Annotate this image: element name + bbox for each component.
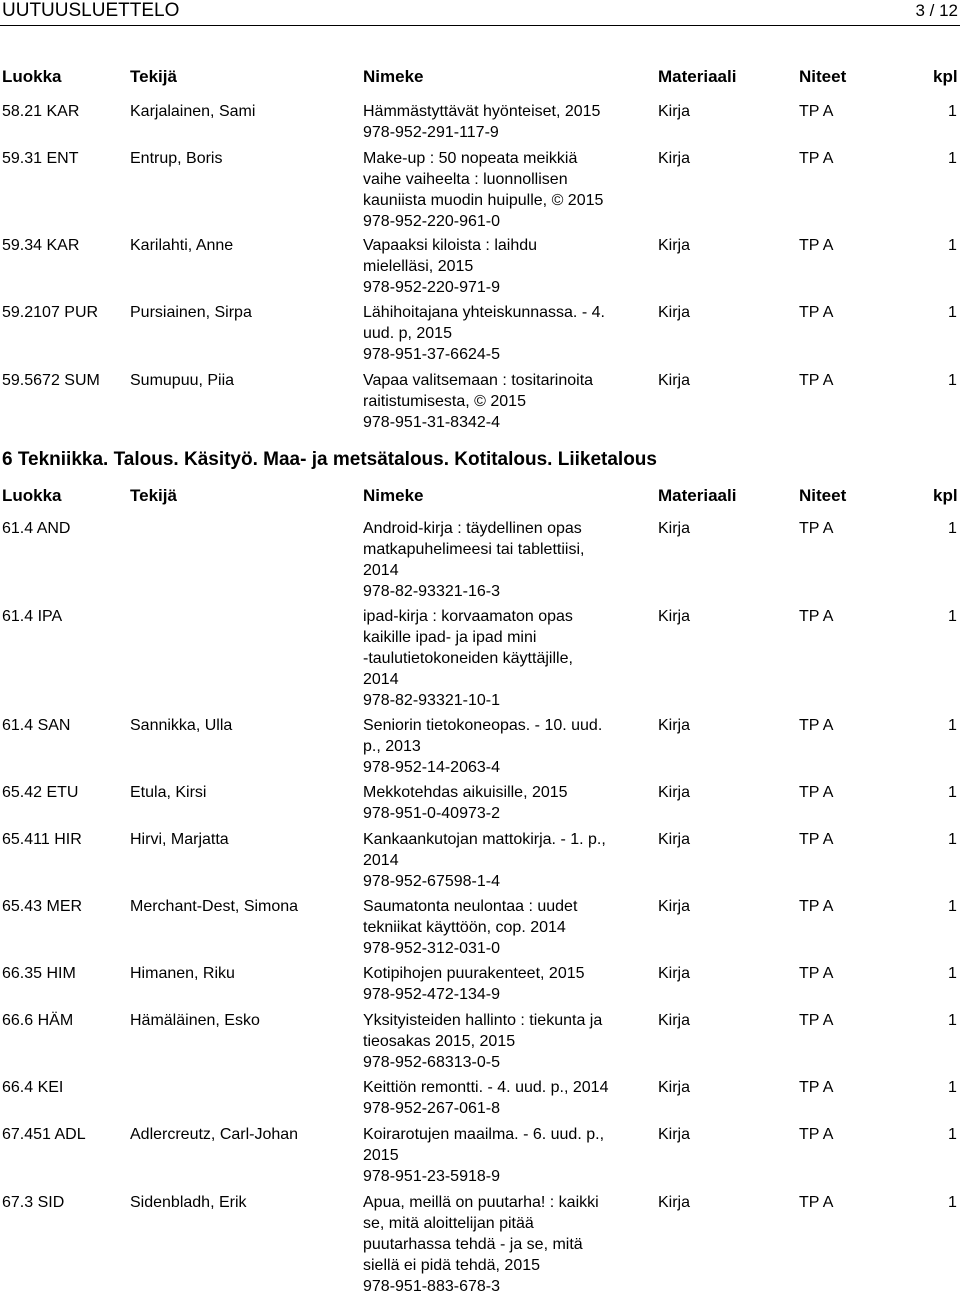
entry-kpl: 1 [948, 831, 957, 848]
entry-materiaali: Kirja [658, 831, 691, 848]
entry-luokka: 61.4 IPA [2, 608, 63, 625]
entry-nimeke-line: Saumatonta neulontaa : uudet [363, 898, 578, 915]
entry-nimeke-line: siellä ei pidä tehdä, 2015 [363, 1257, 541, 1274]
entry-nimeke-line: 978-952-67598-1-4 [363, 873, 500, 890]
entry-nimeke-line: mielelläsi, 2015 [363, 258, 474, 275]
column-header-nimeke: Nimeke [363, 486, 424, 505]
entry-nimeke [363, 370, 648, 433]
entry-luokka: 59.2107 PUR [2, 304, 99, 321]
entry-niteet: TP A [799, 898, 834, 915]
entry-materiaali: Kirja [658, 1194, 691, 1211]
entry-nimeke-line: 2014 [363, 562, 399, 579]
entry-niteet: TP A [799, 1194, 834, 1211]
entry-nimeke-line: Mekkotehdas aikuisille, 2015 [363, 784, 568, 801]
entry-nimeke [363, 1010, 648, 1073]
entry-nimeke-line: Vapaaksi kiloista : laihdu [363, 237, 538, 254]
entry-nimeke-line: 978-952-312-031-0 [363, 940, 500, 957]
entry-tekija: Karjalainen, Sami [130, 103, 256, 120]
entry-kpl: 1 [948, 717, 957, 734]
entry-materiaali: Kirja [658, 965, 691, 982]
entry-nimeke-line: Make-up : 50 nopeata meikkiä [363, 150, 578, 167]
entry-nimeke [363, 235, 648, 298]
entry-nimeke-line: ipad-kirja : korvaamaton opas [363, 608, 573, 625]
entry-materiaali: Kirja [658, 784, 691, 801]
entry-kpl: 1 [948, 372, 957, 389]
entry-nimeke-line: Hämmästyttävät hyönteiset, 2015 [363, 103, 601, 120]
entry-nimeke-line: 2015 [363, 1147, 399, 1164]
entry-nimeke-line: 978-952-291-117-9 [363, 124, 499, 141]
entry-nimeke [363, 148, 648, 232]
entry-luokka: 59.5672 SUM [2, 372, 100, 389]
entry-luokka: 65.411 HIR [2, 831, 82, 848]
entry-nimeke-line: 978-82-93321-10-1 [363, 692, 500, 709]
entry-kpl: 1 [948, 520, 957, 537]
entry-nimeke-line: 978-952-220-961-0 [363, 213, 500, 230]
entry-nimeke-line: uud. p, 2015 [363, 325, 452, 342]
column-header-tekija: Tekijä [130, 67, 177, 86]
column-header-materiaali: Materiaali [658, 67, 737, 86]
entry-kpl: 1 [948, 1079, 957, 1096]
entry-nimeke-line: Kankaankutojan mattokirja. - 1. p., [363, 831, 606, 848]
entry-nimeke-line: 978-952-267-061-8 [363, 1100, 500, 1117]
section-heading: 6 Tekniikka. Talous. Käsityö. Maa- ja metsätalous. Kotitalous. Liiketalous [2, 449, 657, 470]
entry-tekija: Sidenbladh, Erik [130, 1194, 247, 1211]
entry-nimeke-line: Koirarotujen maailma. - 6. uud. p., [363, 1126, 605, 1143]
entry-nimeke-line: 978-952-220-971-9 [363, 279, 500, 296]
entry-nimeke-line: 978-82-93321-16-3 [363, 583, 500, 600]
entry-nimeke [363, 896, 648, 959]
entry-kpl: 1 [948, 1126, 957, 1143]
column-header-luokka: Luokka [2, 67, 62, 86]
entry-materiaali: Kirja [658, 150, 691, 167]
entry-nimeke-line: Kotipihojen puurakenteet, 2015 [363, 965, 585, 982]
entry-materiaali: Kirja [658, 1079, 691, 1096]
entry-tekija: Pursiainen, Sirpa [130, 304, 252, 321]
entry-niteet: TP A [799, 965, 834, 982]
entry-luokka: 58.21 KAR [2, 103, 80, 120]
entry-tekija: Sannikka, Ulla [130, 717, 233, 734]
column-header-tekija: Tekijä [130, 486, 177, 505]
column-header-nimeke: Nimeke [363, 67, 424, 86]
column-header-luokka: Luokka [2, 486, 62, 505]
entry-nimeke-line: p., 2013 [363, 738, 421, 755]
entry-nimeke [363, 829, 648, 892]
entry-nimeke-line: se, mitä aloittelijan pitää [363, 1215, 534, 1232]
entry-nimeke [363, 302, 648, 365]
entry-nimeke-line: matkapuhelimeesi tai tablettiisi, [363, 541, 585, 558]
entry-luokka: 59.34 KAR [2, 237, 80, 254]
entry-nimeke-line: Keittiön remontti. - 4. uud. p., 2014 [363, 1079, 609, 1096]
column-header-niteet: Niteet [799, 486, 847, 505]
entry-nimeke [363, 1192, 648, 1297]
entry-nimeke [363, 782, 648, 824]
entry-niteet: TP A [799, 372, 834, 389]
entry-tekija: Karilahti, Anne [130, 237, 234, 254]
entry-niteet: TP A [799, 831, 834, 848]
entry-nimeke-line: 2014 [363, 852, 399, 869]
entry-materiaali: Kirja [658, 608, 691, 625]
entry-luokka: 59.31 ENT [2, 150, 79, 167]
entry-nimeke-line: raitistumisesta, © 2015 [363, 393, 526, 410]
entry-nimeke [363, 606, 648, 711]
entry-kpl: 1 [948, 150, 957, 167]
entry-nimeke-line: tieosakas 2015, 2015 [363, 1033, 516, 1050]
entry-materiaali: Kirja [658, 304, 691, 321]
entry-nimeke [363, 715, 648, 778]
entry-luokka: 66.35 HIM [2, 965, 76, 982]
entry-nimeke-line: 978-951-883-678-3 [363, 1278, 500, 1295]
entry-tekija: Entrup, Boris [130, 150, 223, 167]
entry-tekija: Adlercreutz, Carl-Johan [130, 1126, 299, 1143]
entry-kpl: 1 [948, 1012, 957, 1029]
entry-kpl: 1 [948, 237, 957, 254]
entry-luokka: 67.3 SID [2, 1194, 65, 1211]
column-header-niteet: Niteet [799, 67, 847, 86]
entry-tekija: Sumupuu, Piia [130, 372, 235, 389]
entry-niteet: TP A [799, 717, 834, 734]
entry-materiaali: Kirja [658, 372, 691, 389]
entry-nimeke-line: 978-952-14-2063-4 [363, 759, 500, 776]
entry-kpl: 1 [948, 1194, 957, 1211]
entry-nimeke-line: -taulutietokoneiden käyttäjille, [363, 650, 573, 667]
entry-niteet: TP A [799, 103, 834, 120]
entry-nimeke [363, 518, 648, 602]
entry-luokka: 65.42 ETU [2, 784, 79, 801]
entry-nimeke-line: Vapaa valitsemaan : tositarinoita [363, 372, 594, 389]
entry-materiaali: Kirja [658, 237, 691, 254]
entry-luokka: 66.6 HÄM [2, 1012, 74, 1029]
page-title: UUTUUSLUETTELO [2, 0, 180, 21]
entry-tekija: Etula, Kirsi [130, 784, 207, 801]
entry-materiaali: Kirja [658, 717, 691, 734]
entry-niteet: TP A [799, 608, 834, 625]
entry-nimeke-line: 978-951-37-6624-5 [363, 346, 500, 363]
entry-niteet: TP A [799, 520, 834, 537]
column-header-kpl: kpl [933, 67, 958, 86]
entry-tekija: Hirvi, Marjatta [130, 831, 229, 848]
entry-kpl: 1 [948, 103, 957, 120]
entry-nimeke [363, 1124, 648, 1187]
entry-nimeke-line: Lähihoitajana yhteiskunnassa. - 4. [363, 304, 605, 321]
entry-luokka: 61.4 SAN [2, 717, 71, 734]
entry-niteet: TP A [799, 150, 834, 167]
entry-kpl: 1 [948, 304, 957, 321]
entry-nimeke-line: Seniorin tietokoneopas. - 10. uud. [363, 717, 603, 734]
entry-nimeke-line: puutarhassa tehdä - ja se, mitä [363, 1236, 583, 1253]
entry-niteet: TP A [799, 784, 834, 801]
entry-nimeke-line: 2014 [363, 671, 399, 688]
entry-luokka: 61.4 AND [2, 520, 71, 537]
entry-nimeke-line: 978-952-68313-0-5 [363, 1054, 500, 1071]
entry-luokka: 65.43 MER [2, 898, 83, 915]
header-divider [0, 25, 960, 26]
entry-materiaali: Kirja [658, 520, 691, 537]
entry-tekija: Merchant-Dest, Simona [130, 898, 299, 915]
entry-niteet: TP A [799, 1079, 834, 1096]
entry-nimeke-line: kauniista muodin huipulle, © 2015 [363, 192, 604, 209]
entry-niteet: TP A [799, 237, 834, 254]
entry-materiaali: Kirja [658, 1012, 691, 1029]
entry-nimeke-line: 978-952-472-134-9 [363, 986, 500, 1003]
entry-materiaali: Kirja [658, 898, 691, 915]
page-number: 3 / 12 [915, 1, 958, 20]
entry-luokka: 67.451 ADL [2, 1126, 86, 1143]
entry-nimeke-line: Android-kirja : täydellinen opas [363, 520, 582, 537]
entry-nimeke-line: Yksityisteiden hallinto : tiekunta ja [363, 1012, 603, 1029]
entry-nimeke [363, 1077, 648, 1119]
entry-nimeke-line: 978-951-31-8342-4 [363, 414, 500, 431]
entry-niteet: TP A [799, 1126, 834, 1143]
entry-tekija: Hämäläinen, Esko [130, 1012, 260, 1029]
entry-tekija: Himanen, Riku [130, 965, 235, 982]
entry-nimeke-line: Apua, meillä on puutarha! : kaikki [363, 1194, 599, 1211]
entry-kpl: 1 [948, 784, 957, 801]
entry-nimeke-line: vaihe vaiheelta : luonnollisen [363, 171, 568, 188]
entry-kpl: 1 [948, 965, 957, 982]
entry-kpl: 1 [948, 608, 957, 625]
entry-nimeke-line: kaikille ipad- ja ipad mini [363, 629, 537, 646]
entry-nimeke-line: 978-951-0-40973-2 [363, 805, 500, 822]
entry-nimeke [363, 963, 648, 1005]
entry-niteet: TP A [799, 304, 834, 321]
entry-nimeke-line: 978-951-23-5918-9 [363, 1168, 500, 1185]
column-header-materiaali: Materiaali [658, 486, 737, 505]
entry-nimeke [363, 101, 648, 143]
column-header-kpl: kpl [933, 486, 958, 505]
entry-luokka: 66.4 KEI [2, 1079, 64, 1096]
entry-nimeke-line: tekniikat käyttöön, cop. 2014 [363, 919, 566, 936]
entry-materiaali: Kirja [658, 103, 691, 120]
page-header [0, 0, 960, 24]
entry-niteet: TP A [799, 1012, 834, 1029]
entry-materiaali: Kirja [658, 1126, 691, 1143]
entry-kpl: 1 [948, 898, 957, 915]
